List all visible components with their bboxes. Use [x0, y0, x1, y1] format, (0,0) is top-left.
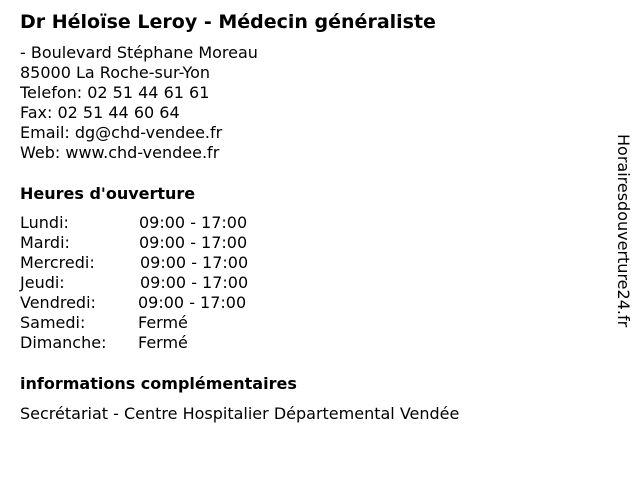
day-label: Vendredi:	[20, 293, 96, 312]
hours-value: 09:00 - 17:00	[140, 273, 249, 292]
day-label: Mercredi:	[20, 253, 95, 272]
day-label: Lundi:	[20, 213, 69, 232]
day-label: Mardi:	[20, 233, 70, 252]
opening-hours-table	[20, 213, 280, 353]
day-label: Jeudi:	[20, 273, 65, 292]
hours-row-friday	[20, 293, 280, 313]
hours-row-monday	[20, 213, 280, 233]
hours-value: Fermé	[138, 313, 188, 332]
hours-row-saturday	[20, 313, 280, 333]
contact-block	[20, 43, 258, 163]
hours-row-thursday	[20, 273, 280, 293]
additional-info-text: Secrétariat - Centre Hospitalier Départemental Vendée	[20, 404, 460, 423]
hours-row-sunday	[20, 333, 280, 353]
hours-value: Fermé	[138, 333, 188, 352]
opening-hours-heading: Heures d'ouverture	[20, 184, 196, 203]
hours-row-wednesday	[20, 253, 280, 273]
day-label: Dimanche:	[20, 333, 107, 352]
fax-number: Fax: 02 51 44 60 64	[20, 103, 180, 122]
additional-info-heading: informations complémentaires	[20, 374, 297, 393]
site-watermark: Horairesdouverture24.fr	[614, 134, 633, 328]
hours-value: 09:00 - 17:00	[140, 253, 249, 272]
address-street: - Boulevard Stéphane Moreau	[20, 43, 258, 62]
phone-number[interactable]: Telefon: 02 51 44 61 61	[20, 83, 210, 102]
page-title: Dr Héloïse Leroy - Médecin généraliste	[20, 11, 436, 33]
hours-value: 09:00 - 17:00	[139, 233, 248, 252]
website-link[interactable]: Web: www.chd-vendee.fr	[20, 143, 220, 162]
address-city: 85000 La Roche-sur-Yon	[20, 63, 211, 82]
email-address[interactable]: Email: dg@chd-vendee.fr	[20, 123, 223, 142]
hours-value: 09:00 - 17:00	[138, 293, 247, 312]
hours-value: 09:00 - 17:00	[139, 213, 248, 232]
day-label: Samedi:	[20, 313, 86, 332]
hours-row-tuesday	[20, 233, 280, 253]
